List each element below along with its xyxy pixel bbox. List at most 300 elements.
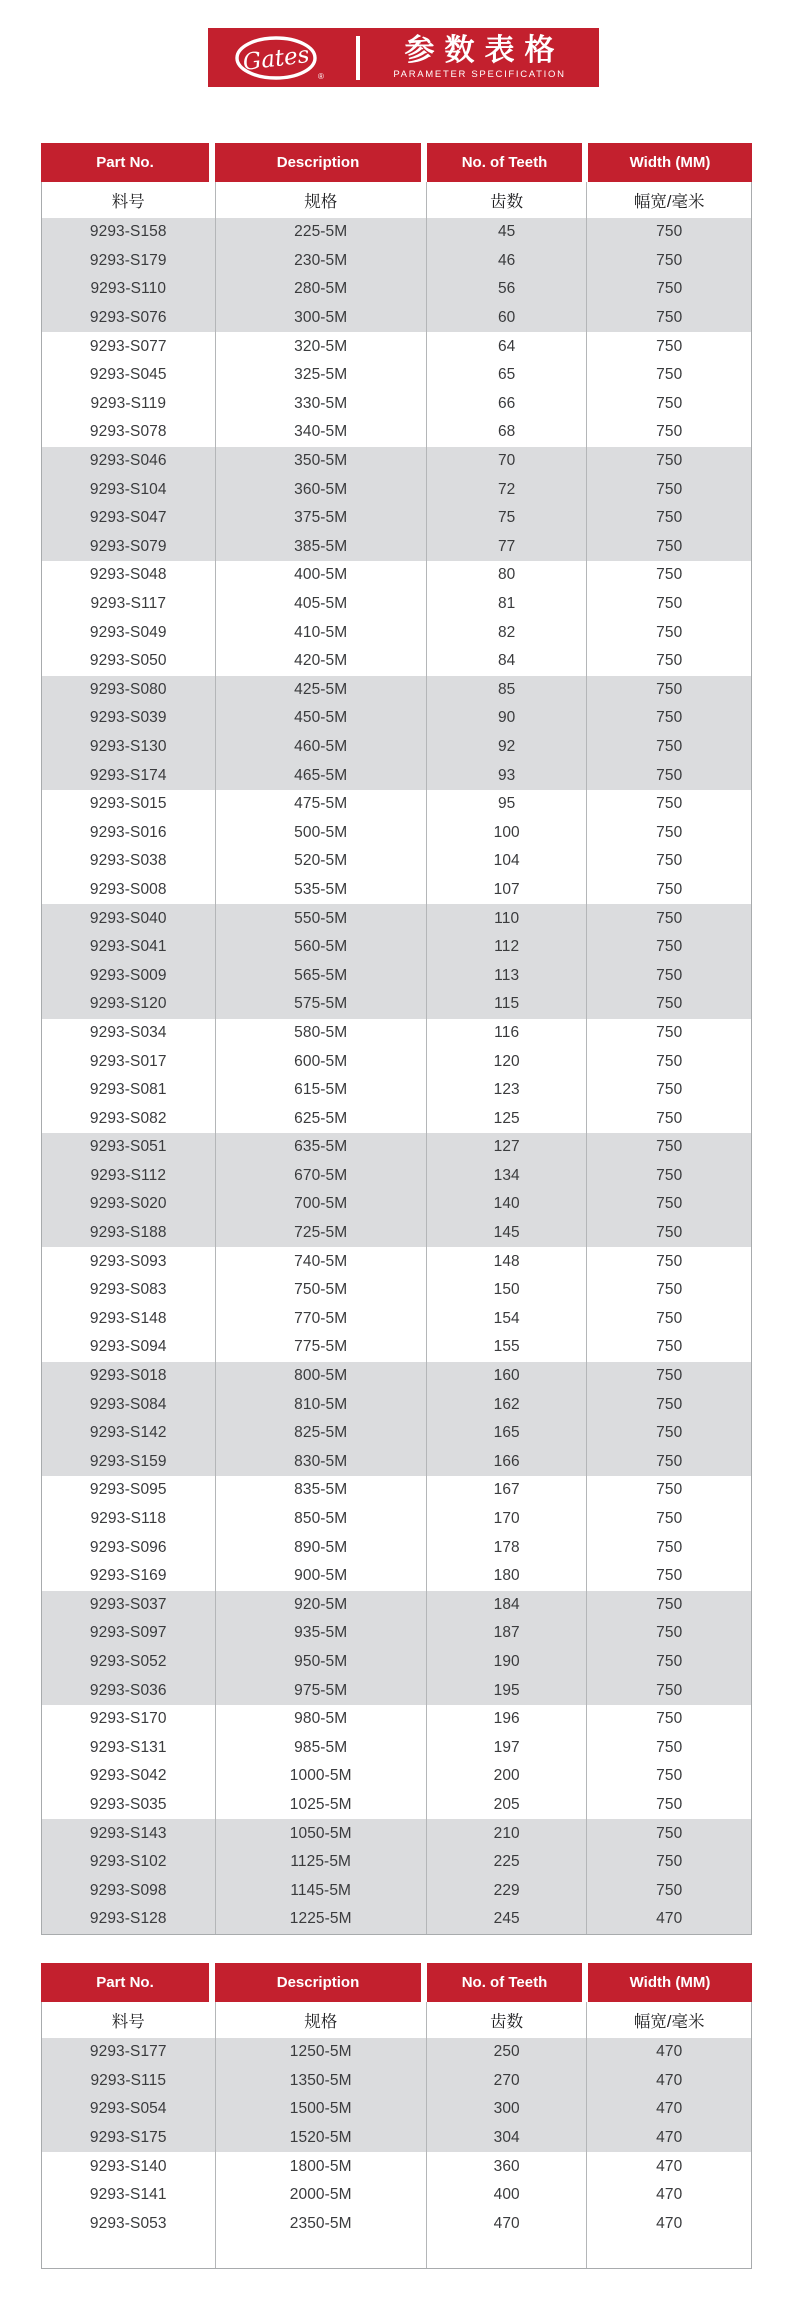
cell-teeth: 360 <box>427 2152 588 2181</box>
cell-teeth: 82 <box>427 618 588 647</box>
cell-part-no: 9293-S017 <box>42 1047 216 1076</box>
banner-titles <box>360 35 599 81</box>
cell-teeth: 140 <box>427 1190 588 1219</box>
cell-description: 975-5M <box>216 1676 427 1705</box>
cell-part-no: 9293-S094 <box>42 1333 216 1362</box>
cell-width: 750 <box>656 766 683 784</box>
cell-width: 750 <box>656 1595 683 1613</box>
table-row <box>42 1362 751 1391</box>
table-row <box>42 390 751 419</box>
cell-part-no: 9293-S120 <box>42 990 216 1019</box>
cell-description: 520-5M <box>216 847 427 876</box>
cell-description: 475-5M <box>216 790 427 819</box>
cell-width: 750 <box>656 1109 683 1127</box>
cell-description: 1145-5M <box>216 1876 427 1905</box>
cell-part-no: 9293-S054 <box>42 2095 216 2124</box>
cell-teeth: 250 <box>427 2038 588 2067</box>
cell-width: 750 <box>656 1538 683 1556</box>
subheader-cell: 料号 <box>42 2002 216 2038</box>
table-row <box>42 1047 751 1076</box>
table-row <box>42 1591 751 1620</box>
cell-width: 750 <box>656 1824 683 1842</box>
cell-width: 750 <box>656 880 683 898</box>
cell-width: 750 <box>656 1023 683 1041</box>
cell-teeth: 200 <box>427 1762 588 1791</box>
table-row <box>42 475 751 504</box>
cell-teeth: 127 <box>427 1133 588 1162</box>
cell-part-no: 9293-S159 <box>42 1448 216 1477</box>
cell-part-no: 9293-S047 <box>42 504 216 533</box>
cell-part-no: 9293-S095 <box>42 1476 216 1505</box>
cell-description: 465-5M <box>216 761 427 790</box>
cell-teeth: 167 <box>427 1476 588 1505</box>
cell-teeth: 166 <box>427 1448 588 1477</box>
cell-teeth: 66 <box>427 390 588 419</box>
cell-teeth: 195 <box>427 1676 588 1705</box>
cell-description: 1225-5M <box>216 1905 427 1934</box>
cell-description: 425-5M <box>216 676 427 705</box>
cell-description: 670-5M <box>216 1162 427 1191</box>
table-row <box>42 1819 751 1848</box>
cell-teeth: 95 <box>427 790 588 819</box>
cell-description: 405-5M <box>216 590 427 619</box>
cell-description: 2000-5M <box>216 2181 427 2210</box>
cell-width: 750 <box>656 480 683 498</box>
cell-description: 920-5M <box>216 1591 427 1620</box>
cell-part-no: 9293-S118 <box>42 1505 216 1534</box>
cell-description: 400-5M <box>216 561 427 590</box>
cell-description: 565-5M <box>216 961 427 990</box>
table-row <box>42 1905 751 1934</box>
cell-width: 750 <box>656 1252 683 1270</box>
table-row <box>42 847 751 876</box>
cell-teeth: 400 <box>427 2181 588 2210</box>
cell-teeth: 134 <box>427 1162 588 1191</box>
table-row <box>42 304 751 333</box>
cell-part-no: 9293-S142 <box>42 1419 216 1448</box>
table-row <box>42 704 751 733</box>
cell-part-no: 9293-S115 <box>42 2067 216 2096</box>
cell-part-no: 9293-S038 <box>42 847 216 876</box>
cell-description: 825-5M <box>216 1419 427 1448</box>
cell-description: 575-5M <box>216 990 427 1019</box>
table-row <box>42 561 751 590</box>
cell-width: 750 <box>656 1138 683 1156</box>
cell-width: 470 <box>656 2157 683 2175</box>
cell-teeth: 56 <box>427 275 588 304</box>
cell-width: 470 <box>656 2043 683 2061</box>
subheader-cell: 规格 <box>216 2002 427 2038</box>
cell-description: 775-5M <box>216 1333 427 1362</box>
cell-description: 1000-5M <box>216 1762 427 1791</box>
cell-part-no: 9293-S084 <box>42 1390 216 1419</box>
cell-teeth: 100 <box>427 818 588 847</box>
cell-part-no: 9293-S015 <box>42 790 216 819</box>
cell-teeth: 184 <box>427 1591 588 1620</box>
cell-width: 750 <box>656 1424 683 1442</box>
cell-teeth: 92 <box>427 733 588 762</box>
cell-teeth: 110 <box>427 904 588 933</box>
cell-description: 225-5M <box>216 218 427 247</box>
cell-part-no: 9293-S034 <box>42 1019 216 1048</box>
cell-part-no: 9293-S141 <box>42 2181 216 2210</box>
cell-width: 750 <box>656 1881 683 1899</box>
cell-part-no: 9293-S169 <box>42 1562 216 1591</box>
subheader-cell: 幅宽/毫米 <box>633 2013 705 2031</box>
cell-width: 750 <box>656 1195 683 1213</box>
cell-description: 740-5M <box>216 1247 427 1276</box>
cell-width: 750 <box>656 995 683 1013</box>
cell-width: 750 <box>656 1309 683 1327</box>
cell-width: 470 <box>656 2100 683 2118</box>
banner-title-en: PARAMETER SPECIFICATION <box>393 69 566 81</box>
cell-width: 750 <box>656 452 683 470</box>
table-row <box>42 1676 751 1705</box>
cell-part-no: 9293-S130 <box>42 733 216 762</box>
cell-teeth: 210 <box>427 1819 588 1848</box>
cell-width: 750 <box>656 1567 683 1585</box>
cell-teeth: 45 <box>427 218 588 247</box>
cell-teeth: 197 <box>427 1733 588 1762</box>
table-row <box>42 533 751 562</box>
cell-description: 1125-5M <box>216 1848 427 1877</box>
cell-part-no: 9293-S053 <box>42 2210 216 2239</box>
cell-description: 770-5M <box>216 1305 427 1334</box>
cell-teeth: 93 <box>427 761 588 790</box>
cell-description: 1500-5M <box>216 2095 427 2124</box>
cell-width: 750 <box>656 337 683 355</box>
cell-part-no: 9293-S078 <box>42 418 216 447</box>
cell-width: 750 <box>656 1224 683 1242</box>
cell-width: 750 <box>656 537 683 555</box>
cell-description: 280-5M <box>216 275 427 304</box>
cell-teeth: 165 <box>427 1419 588 1448</box>
cell-teeth: 155 <box>427 1333 588 1362</box>
cell-description: 320-5M <box>216 332 427 361</box>
cell-description: 625-5M <box>216 1104 427 1133</box>
table-row <box>42 247 751 276</box>
table-row <box>42 1648 751 1677</box>
table-row <box>42 1791 751 1820</box>
cell-width: 750 <box>656 595 683 613</box>
cell-description: 1800-5M <box>216 2152 427 2181</box>
cell-description: 500-5M <box>216 818 427 847</box>
cell-width: 750 <box>656 1052 683 1070</box>
table-row <box>42 2095 751 2124</box>
cell-description: 410-5M <box>216 618 427 647</box>
table-row <box>42 1333 751 1362</box>
cell-width: 470 <box>656 2214 683 2232</box>
cell-description: 420-5M <box>216 647 427 676</box>
table-row <box>42 1019 751 1048</box>
cell-part-no: 9293-S009 <box>42 961 216 990</box>
cell-width: 750 <box>656 680 683 698</box>
cell-part-no: 9293-S079 <box>42 533 216 562</box>
cell-teeth: 300 <box>427 2095 588 2124</box>
cell-teeth: 107 <box>427 876 588 905</box>
table-row <box>42 1133 751 1162</box>
table-row <box>42 1533 751 1562</box>
cell-teeth: 145 <box>427 1219 588 1248</box>
cell-teeth: 180 <box>427 1562 588 1591</box>
cell-width: 750 <box>656 251 683 269</box>
cell-description: 935-5M <box>216 1619 427 1648</box>
cell-width: 750 <box>656 423 683 441</box>
cell-width: 470 <box>656 2071 683 2089</box>
subheader-cell: 规格 <box>216 182 427 218</box>
spec-table-2 <box>41 1963 752 2269</box>
cell-teeth: 60 <box>427 304 588 333</box>
cell-teeth: 150 <box>427 1276 588 1305</box>
cell-part-no: 9293-S020 <box>42 1190 216 1219</box>
cell-description: 615-5M <box>216 1076 427 1105</box>
table-row <box>42 1190 751 1219</box>
table-header-row <box>41 1963 752 2002</box>
cell-teeth: 112 <box>427 933 588 962</box>
table-row <box>42 275 751 304</box>
cell-teeth: 85 <box>427 676 588 705</box>
cell-teeth: 229 <box>427 1876 588 1905</box>
table-row <box>42 676 751 705</box>
cell-part-no: 9293-S104 <box>42 475 216 504</box>
table-row <box>42 418 751 447</box>
table-row <box>42 647 751 676</box>
table-row <box>42 1419 751 1448</box>
cell-part-no: 9293-S119 <box>42 390 216 419</box>
cell-description: 890-5M <box>216 1533 427 1562</box>
table-row <box>42 1476 751 1505</box>
table-row <box>42 618 751 647</box>
table-row <box>42 2152 751 2181</box>
cell-description: 1520-5M <box>216 2124 427 2153</box>
header-cell: Description <box>215 143 427 182</box>
cell-teeth: 154 <box>427 1305 588 1334</box>
cell-teeth: 116 <box>427 1019 588 1048</box>
cell-teeth: 80 <box>427 561 588 590</box>
cell-part-no: 9293-S175 <box>42 2124 216 2153</box>
cell-width: 750 <box>656 623 683 641</box>
cell-width: 750 <box>656 966 683 984</box>
table-row <box>42 218 751 247</box>
cell-description: 725-5M <box>216 1219 427 1248</box>
cell-description: 810-5M <box>216 1390 427 1419</box>
cell-description: 450-5M <box>216 704 427 733</box>
table-body <box>41 182 752 1935</box>
cell-description: 700-5M <box>216 1190 427 1219</box>
cell-teeth: 81 <box>427 590 588 619</box>
table-row <box>42 2210 751 2239</box>
cell-part-no: 9293-S098 <box>42 1876 216 1905</box>
cell-part-no: 9293-S112 <box>42 1162 216 1191</box>
cell-part-no: 9293-S170 <box>42 1705 216 1734</box>
cell-part-no: 9293-S188 <box>42 1219 216 1248</box>
table-row <box>42 1247 751 1276</box>
cell-teeth: 84 <box>427 647 588 676</box>
subheader-cell: 齿数 <box>427 182 588 218</box>
cell-width: 470 <box>656 2129 683 2147</box>
cell-teeth: 162 <box>427 1390 588 1419</box>
table-row <box>42 504 751 533</box>
cell-width: 750 <box>656 1510 683 1528</box>
cell-teeth: 148 <box>427 1247 588 1276</box>
spec-table-1 <box>41 143 752 1935</box>
cell-width: 750 <box>656 1767 683 1785</box>
cell-width: 470 <box>656 1910 683 1928</box>
header-cell: No. of Teeth <box>427 143 588 182</box>
cell-width: 750 <box>656 909 683 927</box>
cell-part-no: 9293-S110 <box>42 275 216 304</box>
brand-banner <box>208 28 599 87</box>
cell-part-no: 9293-S179 <box>42 247 216 276</box>
cell-description: 375-5M <box>216 504 427 533</box>
header-cell: Width (MM) <box>588 1963 752 2002</box>
cell-part-no: 9293-S045 <box>42 361 216 390</box>
cell-part-no: 9293-S148 <box>42 1305 216 1334</box>
cell-part-no: 9293-S041 <box>42 933 216 962</box>
cell-width: 750 <box>656 1081 683 1099</box>
cell-description: 580-5M <box>216 1019 427 1048</box>
cell-description: 800-5M <box>216 1362 427 1391</box>
cell-width: 750 <box>656 737 683 755</box>
cell-teeth: 304 <box>427 2124 588 2153</box>
cell-description: 950-5M <box>216 1648 427 1677</box>
cell-description: 460-5M <box>216 733 427 762</box>
cell-width: 750 <box>656 1853 683 1871</box>
cell-width: 750 <box>656 1738 683 1756</box>
cell-teeth: 190 <box>427 1648 588 1677</box>
table-row <box>42 990 751 1019</box>
cell-description: 300-5M <box>216 304 427 333</box>
cell-teeth: 75 <box>427 504 588 533</box>
cell-part-no: 9293-S158 <box>42 218 216 247</box>
cell-part-no: 9293-S050 <box>42 647 216 676</box>
header-cell: No. of Teeth <box>427 1963 588 2002</box>
table-row <box>42 590 751 619</box>
cell-description: 330-5M <box>216 390 427 419</box>
cell-part-no: 9293-S174 <box>42 761 216 790</box>
banner-title-cn: 参数表格 <box>404 33 565 67</box>
cell-description: 1025-5M <box>216 1791 427 1820</box>
table-row <box>42 1848 751 1877</box>
cell-width: 750 <box>656 1166 683 1184</box>
cell-description: 750-5M <box>216 1276 427 1305</box>
cell-part-no: 9293-S077 <box>42 332 216 361</box>
cell-teeth: 104 <box>427 847 588 876</box>
cell-width: 750 <box>656 1795 683 1813</box>
table-header-row <box>41 143 752 182</box>
cell-blank <box>427 2238 588 2268</box>
cell-width: 750 <box>656 795 683 813</box>
table-row <box>42 2067 751 2096</box>
table-row <box>42 2124 751 2153</box>
cell-part-no: 9293-S052 <box>42 1648 216 1677</box>
cell-part-no: 9293-S128 <box>42 1905 216 1934</box>
header-cell: Part No. <box>41 143 215 182</box>
cell-teeth: 65 <box>427 361 588 390</box>
table-row <box>42 1705 751 1734</box>
table-row <box>42 2038 751 2067</box>
cell-part-no: 9293-S117 <box>42 590 216 619</box>
table-row <box>42 1162 751 1191</box>
cell-blank <box>587 2238 751 2268</box>
cell-width: 750 <box>656 566 683 584</box>
cell-part-no: 9293-S046 <box>42 447 216 476</box>
cell-description: 635-5M <box>216 1133 427 1162</box>
cell-width: 750 <box>656 366 683 384</box>
cell-teeth: 46 <box>427 247 588 276</box>
cell-teeth: 113 <box>427 961 588 990</box>
cell-teeth: 196 <box>427 1705 588 1734</box>
table-row <box>42 1390 751 1419</box>
cell-width: 750 <box>656 1395 683 1413</box>
cell-description: 325-5M <box>216 361 427 390</box>
table-row <box>42 818 751 847</box>
cell-teeth: 178 <box>427 1533 588 1562</box>
cell-part-no: 9293-S082 <box>42 1104 216 1133</box>
cell-width: 750 <box>656 1710 683 1728</box>
cell-part-no: 9293-S051 <box>42 1133 216 1162</box>
cell-width: 750 <box>656 1281 683 1299</box>
cell-width: 750 <box>656 1367 683 1385</box>
cell-part-no: 9293-S102 <box>42 1848 216 1877</box>
cell-description: 900-5M <box>216 1562 427 1591</box>
cell-part-no: 9293-S140 <box>42 2152 216 2181</box>
table-row <box>42 2181 751 2210</box>
table-row <box>42 1076 751 1105</box>
table-row <box>42 876 751 905</box>
cell-part-no: 9293-S018 <box>42 1362 216 1391</box>
cell-teeth: 115 <box>427 990 588 1019</box>
cell-part-no: 9293-S131 <box>42 1733 216 1762</box>
cell-teeth: 160 <box>427 1362 588 1391</box>
cell-description: 560-5M <box>216 933 427 962</box>
cell-width: 750 <box>656 309 683 327</box>
cell-teeth: 170 <box>427 1505 588 1534</box>
cell-width: 750 <box>656 1481 683 1499</box>
cell-width: 750 <box>656 1652 683 1670</box>
cell-width: 750 <box>656 280 683 298</box>
table-rows <box>42 2038 751 2268</box>
cell-description: 1250-5M <box>216 2038 427 2067</box>
table-row <box>42 1876 751 1905</box>
cell-description: 550-5M <box>216 904 427 933</box>
table-row <box>42 332 751 361</box>
cell-part-no: 9293-S039 <box>42 704 216 733</box>
cell-description: 340-5M <box>216 418 427 447</box>
table-row <box>42 1276 751 1305</box>
cell-part-no: 9293-S037 <box>42 1591 216 1620</box>
header-cell: Width (MM) <box>588 143 752 182</box>
table-row <box>42 790 751 819</box>
table-rows <box>42 218 751 1934</box>
subheader-cell: 齿数 <box>427 2002 588 2038</box>
cell-width: 750 <box>656 852 683 870</box>
table-subheader-row <box>42 2002 751 2038</box>
table-row <box>42 1619 751 1648</box>
gates-logo-text: Gates <box>241 41 311 76</box>
cell-description: 1050-5M <box>216 1819 427 1848</box>
cell-width: 750 <box>656 652 683 670</box>
cell-part-no: 9293-S143 <box>42 1819 216 1848</box>
cell-width: 750 <box>656 1452 683 1470</box>
cell-part-no: 9293-S097 <box>42 1619 216 1648</box>
table-row <box>42 1219 751 1248</box>
cell-blank <box>216 2238 427 2268</box>
cell-width: 750 <box>656 938 683 956</box>
cell-width: 750 <box>656 509 683 527</box>
cell-width: 750 <box>656 709 683 727</box>
cell-part-no: 9293-S048 <box>42 561 216 590</box>
